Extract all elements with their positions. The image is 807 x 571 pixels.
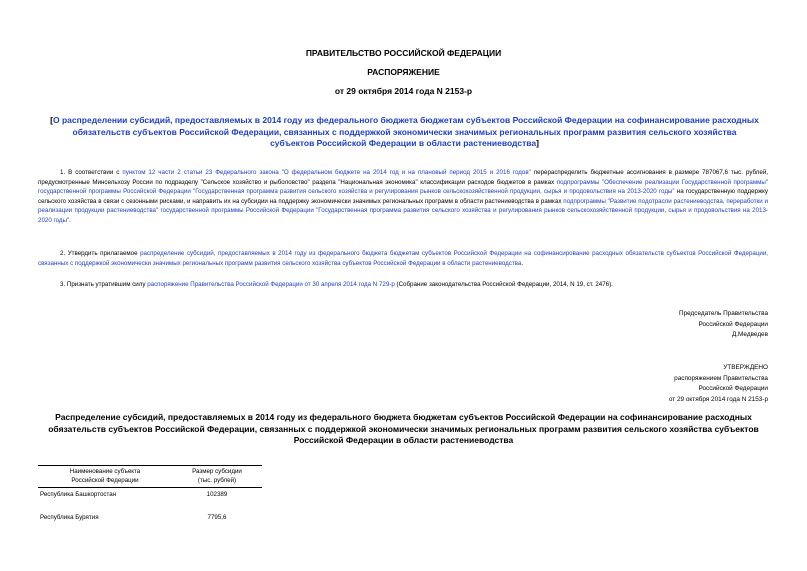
appendix-title: Распределение субсидий, предоставляемых в 2014 году из федерального бюджета бюджетам субъектов Российской Федерации на софинансирование расходных обязательств субъектов Российской Федерации, связанных с поддержкой экономически значимых региональных программ развития сельского хозяйства субъектов Российской Федерации в области растениеводства (48, 412, 759, 445)
region-name: Республика Бурятия (40, 514, 99, 521)
column-header-region (38, 466, 172, 488)
region-name: Республика Башкортостан (40, 491, 117, 498)
p1-subprogram-link-2[interactable]: подпрограммы "Развитие подотрасли растениеводства, переработки и реализации продукции растениеводства" государственной программы Российской Федерации "Государственная программа развития сельского хозяйства и регулирования рынков сельскохозяйственной продукции, сырья и продовольствия на 2013-2020 годы" (38, 197, 768, 224)
approval-line-2: распоряжением Правительства (674, 374, 768, 382)
p1-subprogram-link-1[interactable]: подпрограммы "Обеспечение реализации Государственной программы" государственной программы Российской Федерации "Государственная программа развития сельского хозяйства и регулирования рынков сельскохозяйственной продукции, сырья и продовольствия на 2013-2020 годы" (38, 178, 768, 195)
column-header-region-line-1: Наименование субъекта (69, 468, 141, 475)
p1-text-1: 1. В соответствии с (60, 169, 123, 176)
table-header-row (38, 466, 262, 488)
approval-line-3: Российской Федерации (698, 385, 768, 392)
p2-text-2: . (521, 259, 524, 267)
paragraph-2 (38, 249, 768, 268)
p3-text-2: (Собрание законодательства Российской Федерации, 2014, N 19, ст. 2476). (394, 281, 613, 288)
government-heading: ПРАВИТЕЛЬСТВО РОССИЙСКОЙ ФЕДЕРАЦИИ (305, 48, 502, 58)
p2-distribution-link[interactable]: распределение субсидий, предоставляемых в 2014 году из федерального бюджета бюджетам субъектов Российской Федерации на софинансирование расходных обязательств субъектов Российской Федерации, связанных с поддержкой экономически значимых региональных программ развития сельского хозяйства субъектов Российской Федерации в области растениеводства (38, 250, 768, 267)
title-link[interactable]: О распределении субсидий, предоставляемых в 2014 году из федерального бюджета бюджетам субъектов Российской Федерации на софинансирование расходных обязательств субъектов Российской Федерации, связанных с поддержкой экономически значимых региональных программ развития сельского хозяйства субъектов Российской Федерации в области растениеводства (53, 115, 759, 148)
column-header-amount (172, 466, 262, 488)
document-date: от 29 октября 2014 года N 2153-р (334, 86, 473, 96)
p1-law-link[interactable]: пунктом 12 части 2 статьи 23 Федерального закона "О федеральном бюджете на 2014 год и на плановый период 2015 и 2016 годов" (122, 169, 531, 176)
approval-block (520, 363, 768, 405)
paragraph-3 (38, 280, 768, 290)
subsidy-amount: 102389 (206, 491, 228, 498)
p3-order-link[interactable]: распоряжение Правительства Российской Федерации от 30 апреля 2014 года N 729-р (147, 281, 395, 288)
p1-text-4: . (69, 216, 71, 224)
title-bracket-open: [ (50, 115, 54, 125)
document-type: РАСПОРЯЖЕНИЕ (367, 67, 440, 77)
p2-text-1: 2. Утвердить прилагаемое (60, 250, 141, 257)
subsidy-amount: 7795,6 (207, 514, 227, 521)
signature-block (520, 309, 768, 341)
document-title (50, 115, 759, 150)
paragraph-1 (38, 168, 768, 225)
signature-line-2: Российской Федерации (698, 320, 768, 328)
title-bracket-close: ] (536, 138, 539, 148)
column-header-region-line-2: Российской Федерации (71, 476, 139, 484)
table-spacer-row (38, 501, 262, 514)
table-row (38, 514, 262, 524)
signature-line-3: Д.Медведев (731, 331, 768, 338)
approval-line-1: УТВЕРЖДЕНО (723, 364, 768, 371)
approval-line-4: от 29 октября 2014 года N 2153-р (668, 395, 768, 403)
subsidy-table (38, 465, 262, 524)
p1-text-3: на государственную поддержку сельского хозяйства в связи с сезонными рисками, и направить их на субсидии на поддержку экономически значимых региональных программ в области растениеводства в рамках (38, 188, 768, 205)
p3-text-1: 3. Признать утратившим силу (60, 281, 148, 288)
p1-text-2: перераспределить бюджетные ассигнования в размере 787067,6 тыс. рублей, предусмотренные Минсельхозу России по подразделу "Сельское хозяйство и рыболовство" раздела "Национальная экономика" классификации расходов бюджетов в рамках (38, 169, 768, 186)
column-header-amount-line-2: (тыс. рублей) (197, 476, 237, 484)
signature-line-1: Председатель Правительства (679, 310, 768, 317)
column-header-amount-line-1: Размер субсидии (192, 468, 242, 475)
table-row (38, 488, 262, 502)
